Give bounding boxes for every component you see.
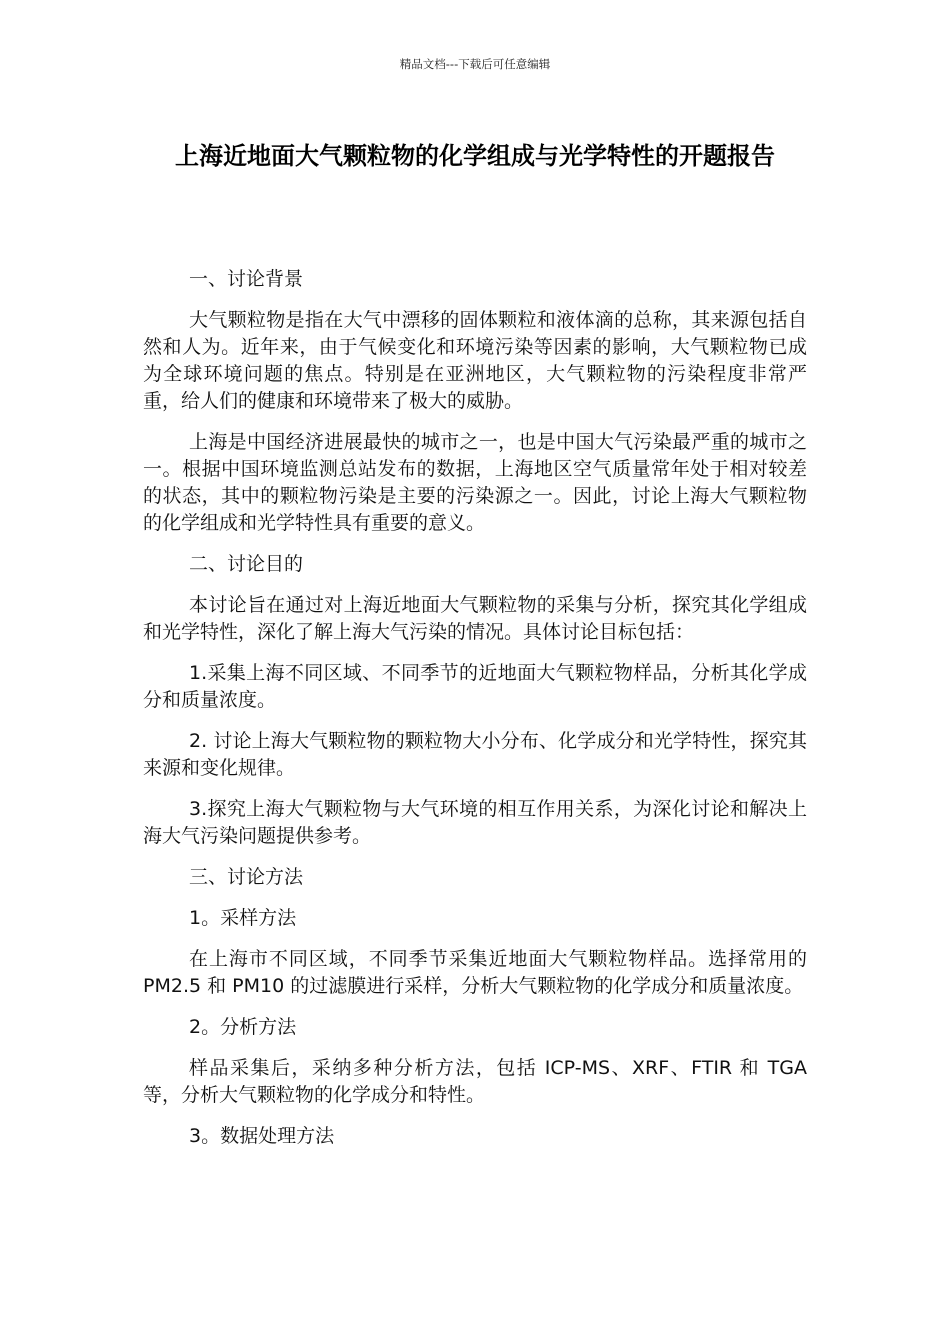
body-paragraph: 在上海市不同区域，不同季节采集近地面大气颗粒物样品。选择常用的 PM2.5 和 PM10 的过滤膜进行采样，分析大气颗粒物的化学成分和质量浓度。	[143, 948, 807, 997]
page-header: 精品文档---下载后可任意编辑	[399, 57, 551, 71]
body-paragraph: 样品采集后，采纳多种分析方法，包括 ICP-MS、XRF、FTIR 和 TGA 等，分析大气颗粒物的化学成分和特性。	[143, 1057, 807, 1106]
section-heading: 一、讨论背景	[189, 268, 304, 290]
section-heading: 三、讨论方法	[189, 866, 304, 888]
body-paragraph: 本讨论旨在通过对上海近地面大气颗粒物的采集与分析，探究其化学组成和光学特性，深化了解上海大气污染的情况。具体讨论目标包括：	[143, 594, 807, 643]
document-body	[143, 266, 807, 1164]
section-heading: 二、讨论目的	[189, 553, 304, 575]
list-item: 2. 讨论上海大气颗粒物的颗粒物大小分布、化学成分和光学特性，探究其来源和变化规律。	[143, 730, 807, 779]
list-item: 1.采集上海不同区域、不同季节的近地面大气颗粒物样品，分析其化学成分和质量浓度。	[143, 662, 807, 711]
document-title: 上海近地面大气颗粒物的化学组成与光学特性的开题报告	[175, 142, 775, 170]
body-paragraph: 大气颗粒物是指在大气中漂移的固体颗粒和液体滴的总称，其来源包括自然和人为。近年来，由于气候变化和环境污染等因素的影响，大气颗粒物已成为全球环境问题的焦点。特别是在亚洲地区，大气颗粒物的污染程度非常严重，给人们的健康和环境带来了极大的威胁。	[143, 309, 807, 412]
body-paragraph: 上海是中国经济进展最快的城市之一，也是中国大气污染最严重的城市之一。根据中国环境监测总站发布的数据，上海地区空气质量常年处于相对较差的状态，其中的颗粒物污染是主要的污染源之一。因此，讨论上海大气颗粒物的化学组成和光学特性具有重要的意义。	[143, 431, 807, 534]
subsection-heading: 1。采样方法	[189, 907, 297, 929]
list-item: 3.探究上海大气颗粒物与大气环境的相互作用关系，为深化讨论和解决上海大气污染问题提供参考。	[143, 798, 807, 847]
subsection-heading: 2。分析方法	[189, 1016, 297, 1038]
subsection-heading: 3。数据处理方法	[189, 1125, 335, 1147]
